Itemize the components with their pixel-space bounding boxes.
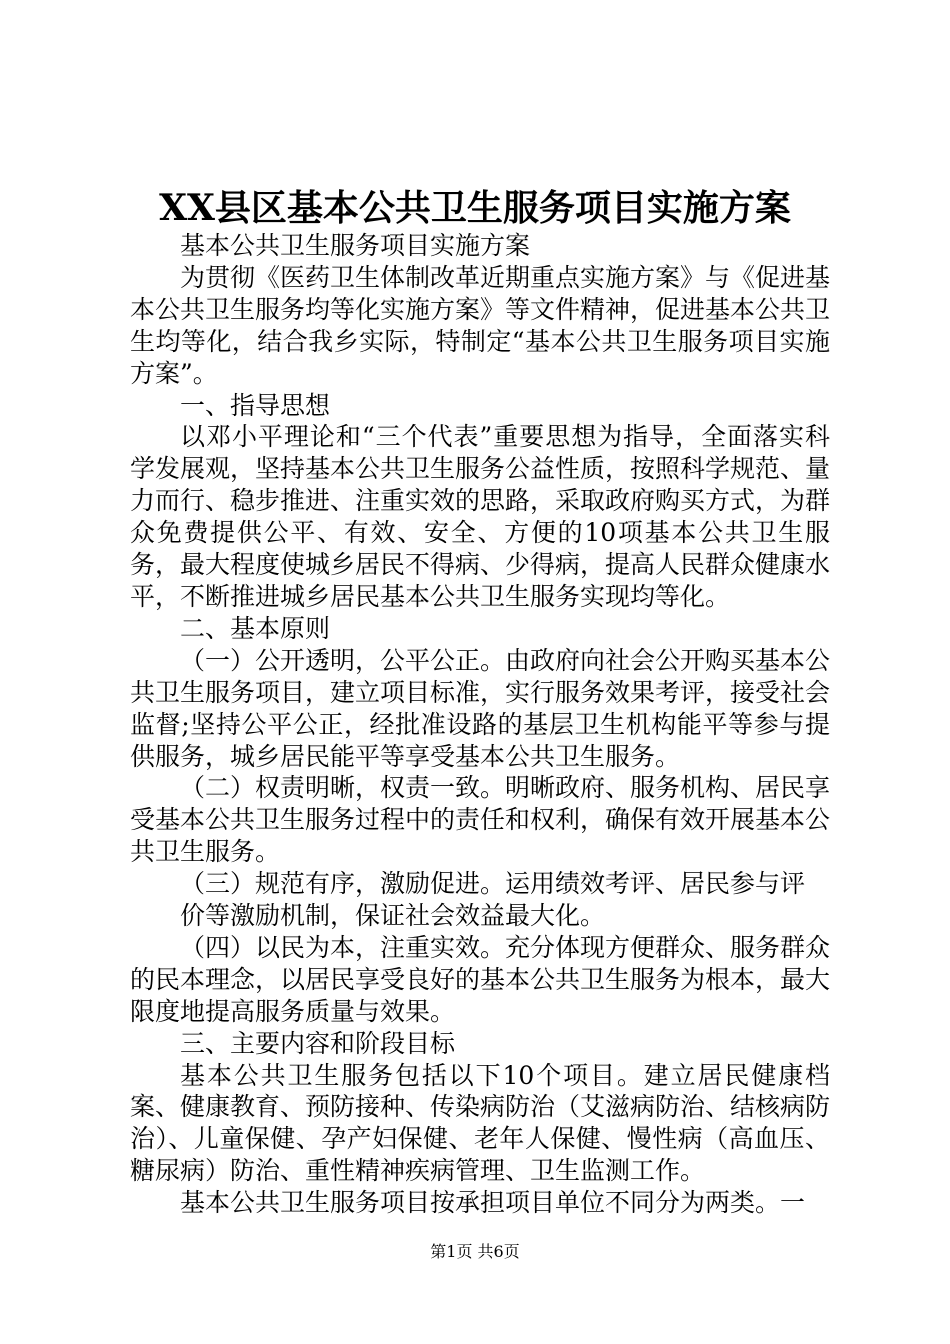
paragraph-principle-3-line-2: 价等激励机制，保证社会效益最大化。 [180,901,606,931]
heading-basic-principles: 二、基本原则 [180,613,331,643]
paragraph-principle-1: （一）公开透明，公平公正。由政府向社会公开购买基本公共卫生服务项目，建立项目标准，实行服务效果考评，接受社会监督;坚持公平公正，经批准设路的基层卫生机构能平等参与提供服务，城乡居民能平等享受基本公共卫生服务。 [130,645,831,771]
paragraph-intro: 为贯彻《医药卫生体制改革近期重点实施方案》与《促进基本公共卫生服务均等化实施方案》等文件精神，促进基本公共卫生均等化，结合我乡实际，特制定“基本公共卫生服务项目实施方案”。 [130,262,831,388]
heading-guiding-ideology: 一、指导思想 [180,390,331,420]
paragraph-main-content: 基本公共卫生服务包括以下10个项目。建立居民健康档案、健康教育、预防接种、传染病防治（艾滋病防治、结核病防治）、儿童保健、孕产妇保健、老年人保健、慢性病（高血压、糖尿病）防治、重性精神疾病管理、卫生监测工作。 [130,1060,831,1186]
paragraph-subtitle: 基本公共卫生服务项目实施方案 [180,231,531,260]
paragraph-principle-2: （二）权责明晰，权责一致。明晰政府、服务机构、居民享受基本公共卫生服务过程中的责任和权利，确保有效开展基本公共卫生服务。 [130,773,831,867]
heading-main-content: 三、主要内容和阶段目标 [180,1028,456,1058]
document-title: XX县区基本公共卫生服务项目实施方案 [159,187,791,229]
page-number-footer: 第1页 共6页 [430,1242,520,1261]
paragraph-project-categories: 基本公共卫生服务项目按承担项目单位不同分为两类。一 [180,1188,806,1218]
document-body [130,230,830,1219]
paragraph-guiding-ideology: 以邓小平理论和“三个代表”重要思想为指导，全面落实科学发展观，坚持基本公共卫生服务公益性质，按照科学规范、量力而行、稳步推进、注重实效的思路，采取政府购买方式，为群众免费提供公平、有效、安全、方便的10项基本公共卫生服务，最大程度使城乡居民不得病、少得病，提高人民群众健康水平，不断推进城乡居民基本公共卫生服务实现均等化。 [130,422,831,611]
paragraph-principle-4: （四）以民为本，注重实效。充分体现方便群众、服务群众的民本理念，以居民享受良好的基本公共卫生服务为根本，最大限度地提高服务质量与效果。 [130,932,831,1026]
paragraph-principle-3-line-1: （三）规范有序，激励促进。运用绩效考评、居民参与评 [180,869,806,899]
